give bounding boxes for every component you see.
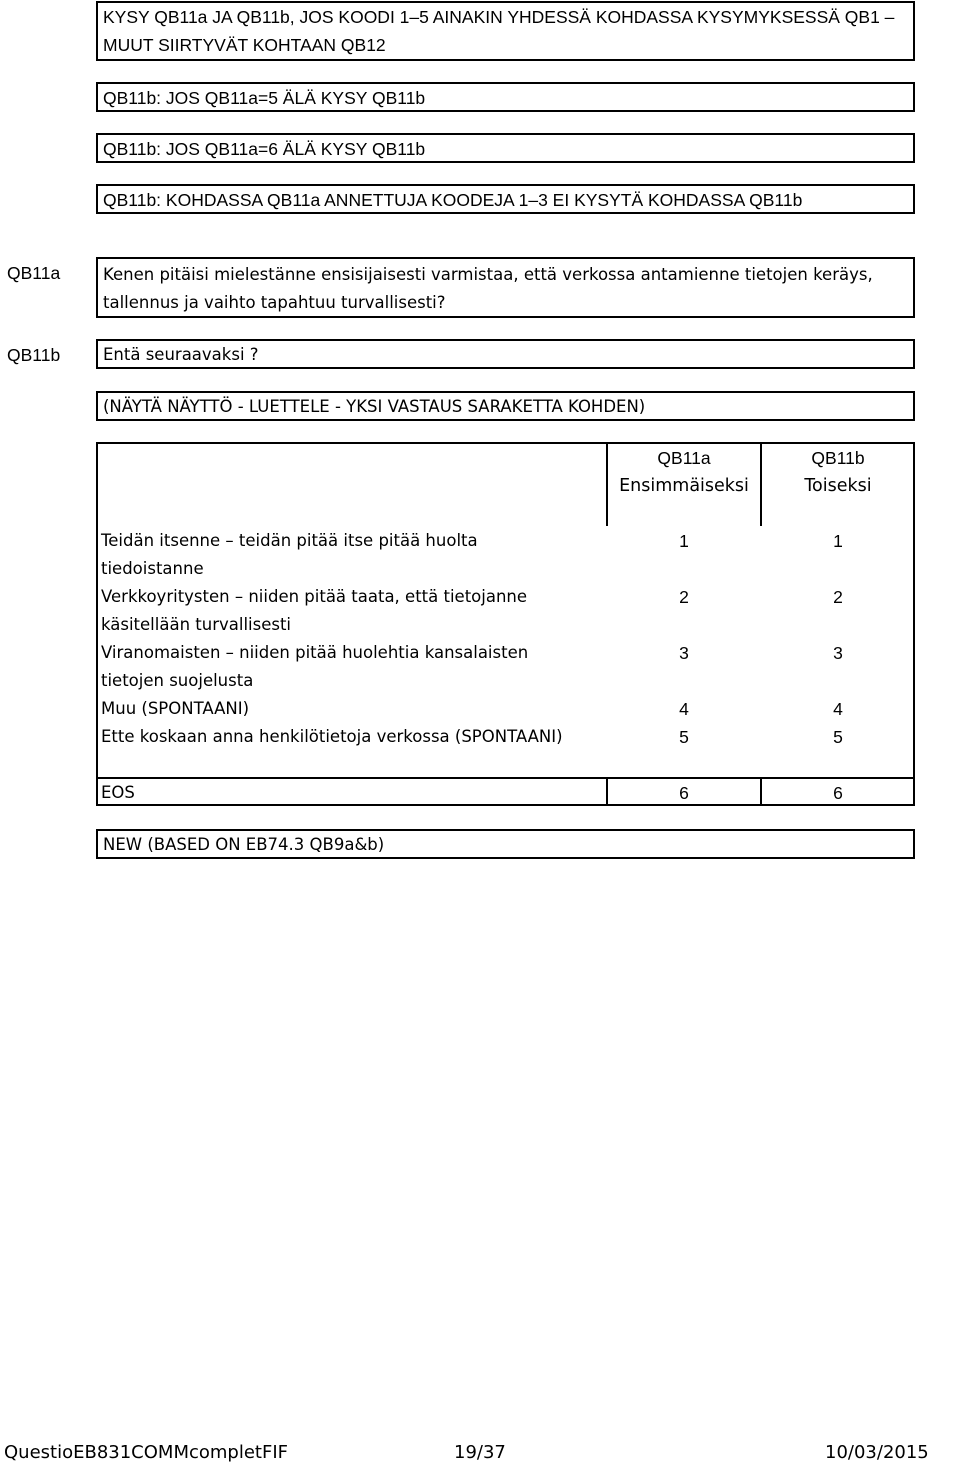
answer-1-line2: tiedoistanne xyxy=(101,559,204,578)
column-header-qb11b-label: Toiseksi xyxy=(804,476,872,496)
answer-5-code-b: 5 xyxy=(833,727,843,747)
answer-4-code-a: 4 xyxy=(679,699,689,719)
footer-document-name: QuestioEB831COMMcompletFIF xyxy=(4,1442,288,1463)
routing-instruction-1 xyxy=(96,1,915,61)
routing-instruction-3 xyxy=(96,133,915,163)
question-qb11a-text: Kenen pitäisi mielestänne ensisijaisesti varmistaa, että verkossa antamienne tietojen keräys, tallennus ja vaihto tapahtuu turvallisesti? xyxy=(103,265,873,312)
routing-instruction-2 xyxy=(96,82,915,112)
answer-3-code-b: 3 xyxy=(833,643,843,663)
answer-5-code-a: 5 xyxy=(679,727,689,747)
answer-2-line1: Verkkoyritysten – niiden pitää taata, että tietojanne xyxy=(101,587,528,606)
display-instruction xyxy=(96,391,915,421)
display-instruction-text: (NÄYTÄ NÄYTTÖ - LUETTELE - YKSI VASTAUS SARAKETTA KOHDEN) xyxy=(103,397,646,416)
answer-2-line2: käsitellään turvallisesti xyxy=(101,615,292,634)
answer-3-code-a: 3 xyxy=(679,643,689,663)
answer-5-line1: Ette koskaan anna henkilötietoja verkossa (SPONTAANI) xyxy=(101,727,563,746)
question-id-qb11b: QB11b xyxy=(7,345,61,365)
footer-page-number: 19/37 xyxy=(454,1442,506,1463)
source-note xyxy=(96,829,915,859)
question-qb11b xyxy=(96,339,915,369)
question-id-qb11a: QB11a xyxy=(7,263,61,283)
column-header-qb11a-code: QB11a xyxy=(657,448,711,468)
routing-text-4: QB11b: KOHDASSA QB11a ANNETTUJA KOODEJA 1–3 EI KYSYTÄ KOHDASSA QB11b xyxy=(103,190,803,210)
answer-2-code-a: 2 xyxy=(679,587,689,607)
column-header-qb11a-label: Ensimmäiseksi xyxy=(619,476,749,496)
footer-date: 10/03/2015 xyxy=(825,1442,929,1463)
question-qb11a xyxy=(96,257,915,318)
answer-1-code-a: 1 xyxy=(679,531,689,551)
eos-label: EOS xyxy=(101,783,135,802)
eos-code-b: 6 xyxy=(833,783,843,803)
answer-4-line1: Muu (SPONTAANI) xyxy=(101,699,250,718)
routing-text-3: QB11b: JOS QB11a=6 ÄLÄ KYSY QB11b xyxy=(103,139,426,159)
question-qb11b-text: Entä seuraavaksi ? xyxy=(103,345,259,364)
source-note-text: NEW (BASED ON EB74.3 QB9a&b) xyxy=(103,835,385,854)
answer-4-code-b: 4 xyxy=(833,699,843,719)
routing-instruction-4 xyxy=(96,184,915,214)
answer-1-code-b: 1 xyxy=(833,531,843,551)
answer-3-line1: Viranomaisten – niiden pitää huolehtia kansalaisten xyxy=(101,643,529,662)
routing-text-2: QB11b: JOS QB11a=5 ÄLÄ KYSY QB11b xyxy=(103,88,426,108)
answer-1-line1: Teidän itsenne – teidän pitää itse pitää huolta xyxy=(101,531,478,550)
column-header-qb11b-code: QB11b xyxy=(811,448,865,468)
answer-3-line2: tietojen suojelusta xyxy=(101,671,254,690)
eos-code-a: 6 xyxy=(679,783,689,803)
routing-text-1: KYSY QB11a JA QB11b, JOS KOODI 1–5 AINAKIN YHDESSÄ KOHDASSA KYSYMYKSESSÄ QB1 – MUUT SIIRTYVÄT KOHTAAN QB12 xyxy=(103,7,895,55)
answer-2-code-b: 2 xyxy=(833,587,843,607)
